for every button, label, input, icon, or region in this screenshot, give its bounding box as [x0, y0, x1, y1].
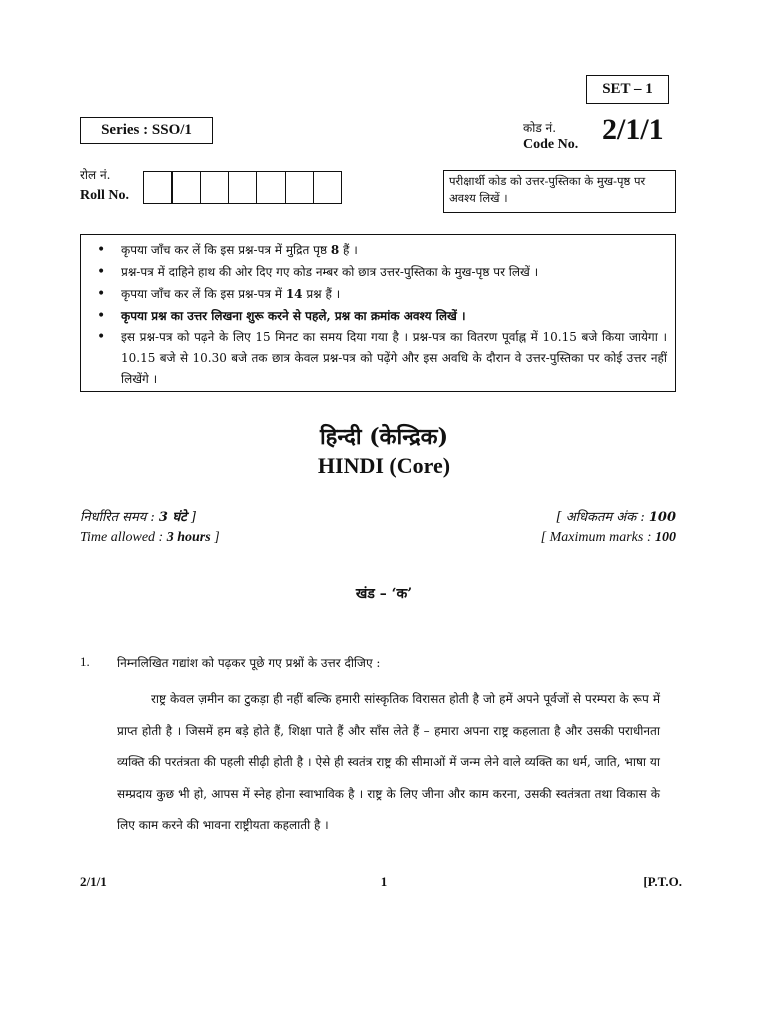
max-marks-hindi — [557, 507, 677, 525]
roll-label-english: Roll No. — [80, 188, 129, 203]
subject-title-english: HINDI (Core) — [317, 453, 451, 478]
instruction-item — [121, 283, 667, 305]
instructions-box — [80, 234, 676, 392]
code-number: 2/1/1 — [602, 113, 664, 146]
code-note-box: परीक्षार्थी कोड को उत्तर-पुस्तिका के मुख-पृष्ठ पर अवश्य लिखें । — [443, 170, 676, 213]
instruction-item — [121, 305, 667, 327]
roll-label-hindi: रोल नं. — [80, 168, 111, 182]
question-number: 1. — [80, 654, 90, 669]
marks-label: [ अधिकतम अंक : — [556, 510, 649, 525]
instruction-text: कृपया जाँच कर लें कि इस प्रश्न-पत्र में मुद्रित पृष्ठ — [121, 243, 331, 257]
roll-number-boxes[interactable] — [143, 171, 341, 204]
instruction-text: हैं । — [339, 243, 358, 257]
time-value: 3 hours — [166, 530, 211, 545]
instructions-list — [89, 239, 667, 390]
time-label: Time allowed : — [80, 530, 167, 545]
subject-title-hindi: हिन्दी (केन्द्रिक) — [319, 424, 448, 450]
instruction-emphasis: कृपया प्रश्न का उत्तर लिखना शुरू करने से पहले, प्रश्न का क्रमांक अवश्य लिखें । — [121, 309, 466, 323]
roll-number-cell[interactable] — [256, 171, 286, 204]
max-marks-english — [541, 530, 676, 546]
marks-value: 100 — [648, 510, 676, 525]
instruction-text: प्रश्न हैं । — [302, 287, 341, 301]
time-bracket: ] — [186, 510, 196, 525]
instruction-text: कृपया जाँच कर लें कि इस प्रश्न-पत्र में — [121, 287, 286, 301]
code-label-hindi: कोड नं. — [523, 121, 557, 135]
instruction-text: प्रश्न-पत्र में दाहिने हाथ की ओर दिए गए कोड नम्बर को छात्र उत्तर-पुस्तिका के मुख-पृष्ठ पर लिखें । — [121, 265, 539, 279]
roll-number-cell[interactable] — [228, 171, 258, 204]
time-allowed-english — [80, 530, 220, 546]
set-label: SET – 1 — [586, 75, 669, 104]
roll-number-cell[interactable] — [313, 171, 343, 204]
passage — [117, 684, 660, 842]
time-value: 3 घंटे — [158, 510, 187, 525]
roll-number-cell[interactable] — [171, 171, 201, 204]
question-text: निम्नलिखित गद्यांश को पढ़कर पूछे गए प्रश्नों के उत्तर दीजिए : — [117, 656, 381, 670]
roll-number-cell[interactable] — [285, 171, 315, 204]
instruction-emphasis: 8 — [330, 243, 340, 257]
instruction-text: इस प्रश्न-पत्र को पढ़ने के लिए 15 मिनट का समय दिया गया है । प्रश्न-पत्र का वितरण पूर्वाह्न में 10.15 बजे किया जायेगा । 10.15 बजे से 10.30 बजे तक छात्र केवल प्रश्न-पत्र को पढ़ेंगे और इस अवधि के दौरान वे उत्तर-पुस्तिका पर कोई उत्तर नहीं लिखेंगे । — [121, 330, 667, 386]
time-bracket: ] — [210, 530, 220, 545]
time-allowed-hindi — [80, 507, 196, 525]
marks-label: [ Maximum marks : — [540, 530, 655, 545]
pto-label: [P.T.O. — [643, 874, 682, 889]
page-number: 1 — [380, 874, 388, 889]
series-label: Series : SSO/1 — [80, 117, 213, 144]
roll-number-cell[interactable] — [143, 171, 173, 204]
instruction-item — [121, 239, 667, 261]
instruction-emphasis: 14 — [285, 287, 303, 301]
instruction-item — [121, 261, 667, 283]
code-label-english: Code No. — [523, 137, 579, 152]
time-label: निर्धारित समय : — [80, 510, 159, 525]
marks-value: 100 — [655, 530, 676, 545]
roll-number-cell[interactable] — [200, 171, 230, 204]
passage-text: राष्ट्र केवल ज़मीन का टुकड़ा ही नहीं बल्कि हमारी सांस्कृतिक विरासत होती है जो हमें अपने पूर्वजों से परम्परा के रूप में प्राप्त होती है । जिसमें हम बड़े होते हैं, शिक्षा पाते हैं और साँस लेते हैं – हमारा अपना राष्ट्र कहलाता है और उसकी पराधीनता व्यक्ति की परतंत्रता की पहली सीढ़ी होती है । ऐसे ही स्वतंत्र राष्ट्र की सीमाओं में जन्म लेने वाले व्यक्ति का धर्म, जाति, भाषा या सम्प्रदाय कुछ भी हो, आपस में स्नेह होना स्वाभाविक है । राष्ट्र के लिए जीना और काम करना, उसकी स्वतंत्रता तथा विकास के लिए काम करने की भावना राष्ट्रीयता कहलाती है । — [117, 692, 660, 832]
footer-code: 2/1/1 — [80, 874, 107, 889]
section-heading: खंड – ‘क’ — [355, 586, 413, 602]
instruction-item — [121, 327, 667, 390]
